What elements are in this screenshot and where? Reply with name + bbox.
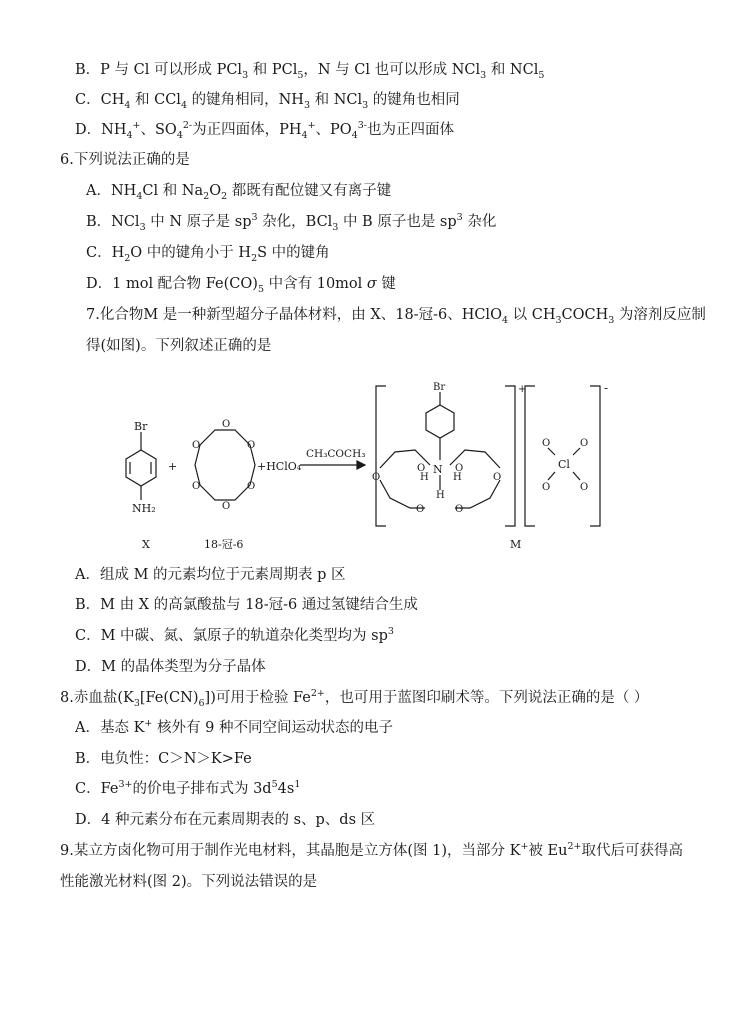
q6-option-c: C．$H_2O$ 中的键角小于 $H_2S$ 中的键角 <box>86 245 330 264</box>
q8-option-d: D．4 种元素分布在元素周期表的 s、p、ds 区 <box>75 812 376 828</box>
svg-text:O: O <box>542 438 551 449</box>
svg-text:H: H <box>436 490 445 501</box>
svg-text:O: O <box>222 501 231 512</box>
svg-text:O: O <box>455 504 464 515</box>
q8-option-c: C．$Fe^{3+}$的价电子排布式为 $3d^54s^1$ <box>75 779 301 797</box>
svg-text:O: O <box>542 482 551 493</box>
svg-text:O: O <box>192 440 201 451</box>
q7-option-b: B．M 由 X 的高氯酸盐与 18-冠-6 通过氢键结合生成 <box>75 597 418 613</box>
svg-text:O: O <box>416 504 425 515</box>
arrow-head <box>357 461 365 469</box>
q7-stem-line2: 得(如图)。下列叙述正确的是 <box>86 338 272 354</box>
reaction-scheme-figure <box>110 380 650 560</box>
q8-stem: 8.赤血盐$(K_3[Fe(CN)_6])$可用于检验 $Fe^{2+}$，也可用于蓝图印刷术等。下列说法正确的是（ ） <box>60 688 649 709</box>
anion-bracket-left <box>525 386 535 526</box>
q7-option-c: C．M 中碳、氮、氯原子的轨道杂化类型均为 $sp^3$ <box>75 626 394 644</box>
svg-text:O: O <box>580 482 589 493</box>
plus-sign-1: + <box>168 460 178 473</box>
x-nh2-label: NH₂ <box>132 502 156 515</box>
svg-text:O: O <box>192 481 201 492</box>
svg-text:H: H <box>420 472 429 483</box>
q7-option-d: D．M 的晶体类型为分子晶体 <box>75 659 266 675</box>
svg-text:N: N <box>433 463 443 476</box>
hclo4-label: +HClO₄ <box>257 460 302 473</box>
m-benzene-ring <box>426 405 454 438</box>
q9-stem-line2: 性能激光材料(图 2)。下列说法错误的是 <box>60 874 318 890</box>
svg-text:O: O <box>247 440 256 451</box>
q9-stem-line1: 9.某立方卤化物可用于制作光电材料，其晶胞是立方体(图 1)，当部分 K+被 $Eu^{2+}$取代后可获得高 <box>60 841 683 859</box>
q7-stem-line1: 7.化合物M 是一种新型超分子晶体材料，由 X、18-冠-6、HClO$_4$ 以 $CH_3COCH_3$ 为溶剂反应制 <box>86 307 706 326</box>
cation-bracket-left <box>376 386 386 526</box>
svg-text:H: H <box>453 472 462 483</box>
svg-text:O: O <box>222 419 231 430</box>
caption-crown: 18-冠-6 <box>204 538 244 551</box>
svg-text:O: O <box>247 481 256 492</box>
svg-text:Br: Br <box>433 382 446 393</box>
reaction-scheme-svg <box>110 380 650 560</box>
q6-stem: 6.下列说法正确的是 <box>60 152 190 168</box>
q5-option-d: D．$NH_4^+$、$SO_4^{2-}$为正四面体，$PH_4^+$、$PO_4^{3-}$也为正四面体 <box>75 120 455 141</box>
q6-option-b: B．NCl$_3$ 中 N 原子是 $sp^3$ 杂化，BCl$_3$ 中 B 原子也是 $sp^3$ 杂化 <box>86 212 497 233</box>
anion-charge: - <box>604 381 609 395</box>
svg-text:O: O <box>580 438 589 449</box>
q6-option-d: D．1 mol 配合物 $Fe(CO)_5$ 中含有 10mol σ 键 <box>86 276 396 295</box>
q6-option-a: A．$NH_4Cl$ 和 $Na_2O_2$ 都既有配位键又有离子键 <box>86 183 392 202</box>
q8-option-b: B．电负性：C＞N＞K>Fe <box>75 751 252 767</box>
svg-text:O: O <box>372 472 381 483</box>
cation-charge: + <box>518 384 527 395</box>
svg-text:O: O <box>455 463 464 474</box>
crown-ether-ring <box>195 430 255 500</box>
q8-option-a: A．基态 K+ 核外有 9 种不同空间运动状态的电子 <box>75 718 393 736</box>
svg-text:O: O <box>417 463 426 474</box>
svg-text:O: O <box>493 472 502 483</box>
caption-m: M <box>510 538 522 551</box>
caption-x: X <box>142 538 150 551</box>
solvent-label: CH₃COCH₃ <box>306 448 366 460</box>
anion-bracket-right <box>590 386 600 526</box>
cl-label: Cl <box>558 458 570 471</box>
cation-bracket-right <box>505 386 515 526</box>
q5-option-b: B．P 与 Cl 可以形成 PCl$_3$ 和 PCl$_5$，N 与 Cl 也可以形成 NCl$_3$ 和 NCl$_5$ <box>75 62 545 81</box>
q7-option-a: A．组成 M 的元素均位于元素周期表 p 区 <box>75 567 346 583</box>
x-br-label: Br <box>134 420 148 433</box>
q5-option-c: C．$CH_4$ 和 CCl$_4$ 的键角相同，$NH_3$ 和 NCl$_3$ 的键角也相同 <box>75 92 460 111</box>
